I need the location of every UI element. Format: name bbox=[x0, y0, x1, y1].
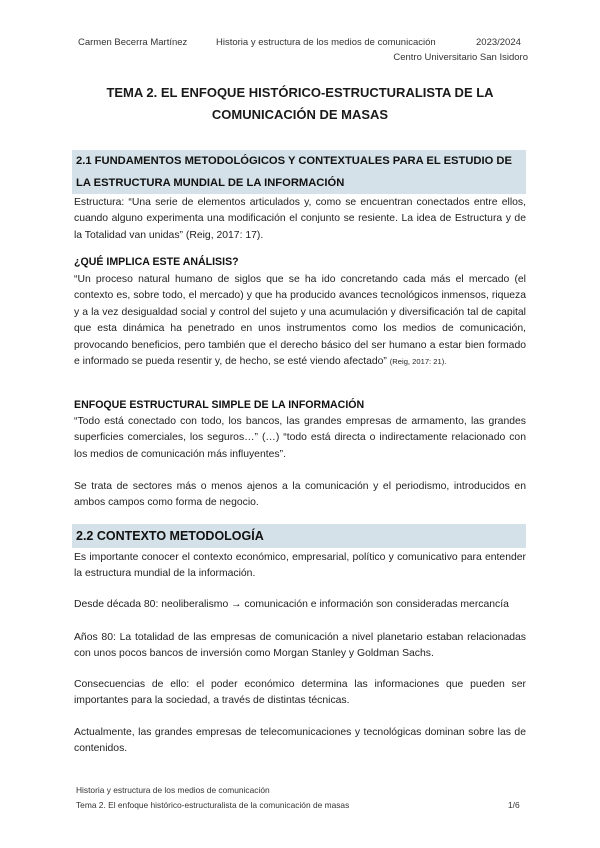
section1-heading-line2: LA ESTRUCTURA MUNDIAL DE LA INFORMACIÓN bbox=[76, 177, 345, 189]
section2-heading-text: 2.2 CONTEXTO METODOLOGÍA bbox=[76, 529, 264, 543]
header-year: 2023/2024 bbox=[476, 37, 521, 48]
structural-approach-note: Se trata de sectores más o menos ajenos a la comunicación y el periodismo, introducidos en ambos campos como forma de negocio. bbox=[74, 481, 526, 509]
context-paragraph-1: Es importante conocer el contexto económico, empresarial, político y comunicativo para entender la estructura mundial de la información. bbox=[74, 552, 526, 580]
footer-topic: Tema 2. El enfoque histórico-estructuralista de la comunicación de masas bbox=[76, 800, 350, 810]
analysis-quote bbox=[74, 272, 526, 370]
page-title bbox=[60, 82, 540, 126]
footer-page-number: 1/6 bbox=[508, 800, 520, 810]
structure-definition: Estructura: “Una serie de elementos articulados y, como se encuentran conectados entre ellos, cuando alguno experimenta una modificación el conjunto se resiente. La idea de Estructura y de la Totalidad van unidas” (Reig, 2017: 17). bbox=[74, 197, 526, 241]
header-author: Carmen Becerra Martínez bbox=[78, 37, 188, 48]
footer-course: Historia y estructura de los medios de comunicación bbox=[76, 785, 270, 795]
context-paragraph-3: Años 80: La totalidad de las empresas de comunicación a nivel planetario estaban relacionadas con unos pocos bancos de inversión como Morgan Stanley y Goldman Sachs. bbox=[74, 632, 526, 660]
section1-heading-line1: 2.1 FUNDAMENTOS METODOLÓGICOS Y CONTEXTUALES PARA EL ESTUDIO DE bbox=[76, 155, 512, 167]
page-title-line2: COMUNICACIÓN DE MASAS bbox=[211, 107, 389, 122]
context-paragraph-4: Consecuencias de ello: el poder económico determina las informaciones que pueden ser importantes para la sociedad, a través de distintas técnicas. bbox=[74, 679, 526, 707]
analysis-citation: (Reig, 2017: 21). bbox=[389, 357, 447, 367]
header-course: Historia y estructura de los medios de comunicación bbox=[216, 37, 436, 48]
page-title-line1: TEMA 2. EL ENFOQUE HISTÓRICO-ESTRUCTURALISTA DE LA bbox=[106, 85, 494, 100]
context-paragraph-2: Desde década 80: neoliberalismo → comunicación e información son consideradas mercancía bbox=[74, 599, 509, 610]
subheading-analysis: ¿QUÉ IMPLICA ESTE ANÁLISIS? bbox=[74, 256, 239, 268]
section1-heading bbox=[72, 150, 526, 194]
structural-approach-quote: “Todo está conectado con todo, los bancos, las grandes empresas de armamento, las grandes superficies comerciales, los seguros…” (…) “todo está directa o indirectamente relacionado con los medios de comunicación más influyentes”. bbox=[74, 416, 526, 460]
header-institution: Centro Universitario San Isidoro bbox=[393, 52, 528, 63]
subheading-structural-approach: ENFOQUE ESTRUCTURAL SIMPLE DE LA INFORMACIÓN bbox=[74, 399, 365, 411]
context-paragraph-5: Actualmente, las grandes empresas de telecomunicaciones y tecnológicas dominan sobre las de contenidos. bbox=[74, 727, 526, 755]
section2-heading bbox=[72, 524, 526, 548]
analysis-quote-text: “Un proceso natural humano de siglos que se ha ido concretando cada más el mercado (el contexto es, sobre todo, el mercado) y que ha producido avances tecnológicos inmensos, riqueza y a la vez desigualdad social y control del sujeto y una acumulación y diversificación tal de capital que esta dinámica ha penetrado en unos instrumentos como los medios de comunicación, provocando beneficios, pero también que el derecho básico del ser humano a estar bien formado e informado se pueda resentir y, de hecho, se esté viendo afectado” bbox=[74, 274, 526, 368]
